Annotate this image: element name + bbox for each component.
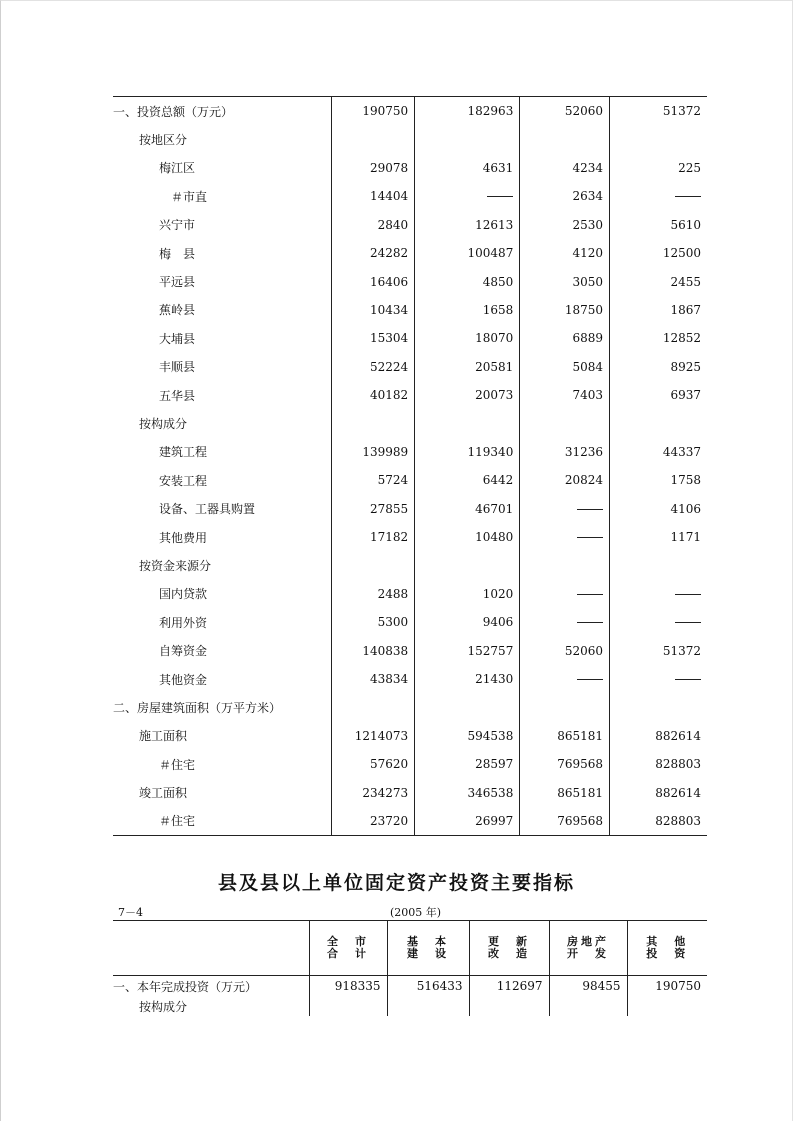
value-cell: 2455 xyxy=(610,267,707,295)
value-cell: 20824 xyxy=(520,466,610,494)
value-cell xyxy=(610,693,707,721)
value-cell: 18750 xyxy=(520,296,610,324)
value-cell xyxy=(387,996,469,1016)
dash-mark xyxy=(675,594,701,595)
dash-mark xyxy=(577,679,603,680)
value-cell: 190750 xyxy=(627,976,707,997)
row-label: 自筹资金 xyxy=(159,644,208,659)
value-cell: 52060 xyxy=(520,97,610,126)
value-cell: 5610 xyxy=(610,211,707,239)
table-title: 县及县以上单位固定资产投资主要指标 xyxy=(217,872,575,894)
table-row xyxy=(113,466,707,494)
value-cell: 4234 xyxy=(520,154,610,182)
value-cell xyxy=(331,693,415,721)
table-row xyxy=(113,778,707,806)
value-cell: 31236 xyxy=(520,438,610,466)
dash-mark xyxy=(675,196,701,197)
value-cell: 4106 xyxy=(610,494,707,522)
row-label: 二、房屋建筑面积（万平方米） xyxy=(113,700,282,715)
value-cell: 1867 xyxy=(610,296,707,324)
value-cell: 10480 xyxy=(415,523,520,551)
table-row xyxy=(113,996,707,1016)
row-label: 兴宁市 xyxy=(159,218,196,233)
row-label: 竣工面积 xyxy=(139,786,188,801)
value-cell xyxy=(415,409,520,437)
value-cell: 769568 xyxy=(520,750,610,778)
value-cell: 27855 xyxy=(331,494,415,522)
value-cell: 4120 xyxy=(520,239,610,267)
header-total: 全 市 合 计 xyxy=(309,921,387,976)
table-row xyxy=(113,807,707,836)
header-row xyxy=(113,921,707,976)
row-label: 按地区分 xyxy=(139,133,188,148)
table-row xyxy=(113,722,707,750)
table-row xyxy=(113,976,707,997)
table-row xyxy=(113,494,707,522)
value-cell: 2488 xyxy=(331,580,415,608)
value-cell: 51372 xyxy=(610,97,707,126)
value-cell: 9406 xyxy=(415,608,520,636)
value-cell: 828803 xyxy=(610,750,707,778)
value-cell: 346538 xyxy=(415,778,520,806)
dash-mark xyxy=(577,622,603,623)
table-row xyxy=(113,154,707,182)
value-cell: 594538 xyxy=(415,722,520,750)
value-cell: 29078 xyxy=(331,154,415,182)
row-label: 五华县 xyxy=(159,388,196,403)
value-cell: 4850 xyxy=(415,267,520,295)
value-cell: 10434 xyxy=(331,296,415,324)
dash-mark xyxy=(675,679,701,680)
value-cell xyxy=(309,996,387,1016)
row-label: ＃市直 xyxy=(171,189,208,204)
value-cell xyxy=(610,182,707,210)
table-row xyxy=(113,438,707,466)
value-cell: 112697 xyxy=(469,976,549,997)
table-row xyxy=(113,182,707,210)
value-cell xyxy=(610,125,707,153)
dash-mark xyxy=(577,594,603,595)
table-row xyxy=(113,551,707,579)
dash-mark xyxy=(675,622,701,623)
dash-mark xyxy=(577,537,603,538)
table-row xyxy=(113,125,707,153)
row-label: 一、本年完成投资（万元） xyxy=(113,979,258,994)
table-row xyxy=(113,267,707,295)
value-cell xyxy=(627,996,707,1016)
value-cell xyxy=(520,551,610,579)
value-cell: 17182 xyxy=(331,523,415,551)
value-cell: 1214073 xyxy=(331,722,415,750)
value-cell: 516433 xyxy=(387,976,469,997)
value-cell: 7403 xyxy=(520,381,610,409)
value-cell: 44337 xyxy=(610,438,707,466)
table-row xyxy=(113,580,707,608)
value-cell: 6442 xyxy=(415,466,520,494)
table-row xyxy=(113,296,707,324)
row-label: 国内贷款 xyxy=(159,587,208,602)
row-label: 利用外资 xyxy=(159,615,208,630)
value-cell: 828803 xyxy=(610,807,707,836)
value-cell: 20073 xyxy=(415,381,520,409)
dash-mark xyxy=(487,196,513,197)
value-cell: 21430 xyxy=(415,665,520,693)
value-cell: 20581 xyxy=(415,353,520,381)
table-row xyxy=(113,636,707,664)
value-cell xyxy=(520,523,610,551)
value-cell: 1658 xyxy=(415,296,520,324)
value-cell xyxy=(610,409,707,437)
value-cell xyxy=(520,580,610,608)
value-cell xyxy=(610,665,707,693)
value-cell: 52224 xyxy=(331,353,415,381)
table-row xyxy=(113,665,707,693)
row-label: 大埔县 xyxy=(159,331,196,346)
value-cell xyxy=(415,551,520,579)
value-cell: 3050 xyxy=(520,267,610,295)
investment-table-lower xyxy=(113,920,707,1016)
value-cell: 14404 xyxy=(331,182,415,210)
table-row xyxy=(113,239,707,267)
value-cell: 865181 xyxy=(520,722,610,750)
table-row xyxy=(113,523,707,551)
value-cell: 12852 xyxy=(610,324,707,352)
value-cell: 140838 xyxy=(331,636,415,664)
table-row xyxy=(113,211,707,239)
row-label: 梅 县 xyxy=(159,246,196,261)
value-cell xyxy=(520,494,610,522)
value-cell: 139989 xyxy=(331,438,415,466)
value-cell: 5300 xyxy=(331,608,415,636)
value-cell xyxy=(520,608,610,636)
value-cell: 1758 xyxy=(610,466,707,494)
value-cell xyxy=(520,665,610,693)
value-cell: 182963 xyxy=(415,97,520,126)
value-cell: 6889 xyxy=(520,324,610,352)
row-label: ＃住宅 xyxy=(159,757,196,772)
row-label: 按资金来源分 xyxy=(139,558,212,573)
value-cell: 865181 xyxy=(520,778,610,806)
value-cell xyxy=(469,996,549,1016)
value-cell xyxy=(415,182,520,210)
table-row xyxy=(113,750,707,778)
value-cell: 1171 xyxy=(610,523,707,551)
value-cell: 5084 xyxy=(520,353,610,381)
value-cell: 2530 xyxy=(520,211,610,239)
header-other: 其 他 投 资 xyxy=(627,921,707,976)
value-cell: 8925 xyxy=(610,353,707,381)
value-cell: 234273 xyxy=(331,778,415,806)
table-number: 7－4 xyxy=(118,906,143,919)
value-cell xyxy=(331,551,415,579)
row-label: 按构成分 xyxy=(139,999,188,1014)
row-label: 建筑工程 xyxy=(159,445,208,460)
value-cell: 918335 xyxy=(309,976,387,997)
value-cell: 23720 xyxy=(331,807,415,836)
value-cell xyxy=(549,996,627,1016)
header-blank xyxy=(113,921,309,976)
row-label: 设备、工器具购置 xyxy=(159,502,256,517)
value-cell: 46701 xyxy=(415,494,520,522)
value-cell: 98455 xyxy=(549,976,627,997)
row-label: 施工面积 xyxy=(139,729,188,744)
value-cell: 57620 xyxy=(331,750,415,778)
value-cell xyxy=(520,693,610,721)
value-cell: 2634 xyxy=(520,182,610,210)
row-label: 梅江区 xyxy=(159,161,196,176)
value-cell: 225 xyxy=(610,154,707,182)
header-renovation: 更 新 改 造 xyxy=(469,921,549,976)
value-cell: 43834 xyxy=(331,665,415,693)
value-cell: 52060 xyxy=(520,636,610,664)
row-label: 平远县 xyxy=(159,275,196,290)
header-capital-construction: 基 本 建 设 xyxy=(387,921,469,976)
table-row xyxy=(113,324,707,352)
value-cell: 51372 xyxy=(610,636,707,664)
row-label: 蕉岭县 xyxy=(159,303,196,318)
row-label: 安装工程 xyxy=(159,473,208,488)
row-label: ＃住宅 xyxy=(113,807,331,836)
table-year: (2005 年) xyxy=(390,906,442,919)
value-cell xyxy=(610,608,707,636)
value-cell: 119340 xyxy=(415,438,520,466)
value-cell: 12500 xyxy=(610,239,707,267)
table-row xyxy=(113,381,707,409)
header-real-estate: 房地产 开 发 xyxy=(549,921,627,976)
value-cell: 2840 xyxy=(331,211,415,239)
value-cell: 100487 xyxy=(415,239,520,267)
table-row xyxy=(113,353,707,381)
table-row xyxy=(113,608,707,636)
value-cell: 5724 xyxy=(331,466,415,494)
value-cell: 24282 xyxy=(331,239,415,267)
investment-table-upper xyxy=(113,96,707,836)
table-row xyxy=(113,409,707,437)
value-cell: 152757 xyxy=(415,636,520,664)
value-cell: 26997 xyxy=(415,807,520,836)
value-cell: 12613 xyxy=(415,211,520,239)
dash-mark xyxy=(577,509,603,510)
value-cell: 4631 xyxy=(415,154,520,182)
value-cell: 1020 xyxy=(415,580,520,608)
row-label: 其他资金 xyxy=(159,672,208,687)
value-cell xyxy=(331,125,415,153)
value-cell: 882614 xyxy=(610,778,707,806)
value-cell xyxy=(610,580,707,608)
value-cell: 190750 xyxy=(331,97,415,126)
table-row xyxy=(113,693,707,721)
value-cell: 769568 xyxy=(520,807,610,836)
value-cell: 16406 xyxy=(331,267,415,295)
row-label: 其他费用 xyxy=(159,530,208,545)
value-cell: 15304 xyxy=(331,324,415,352)
value-cell xyxy=(520,409,610,437)
value-cell: 6937 xyxy=(610,381,707,409)
value-cell xyxy=(610,551,707,579)
value-cell: 28597 xyxy=(415,750,520,778)
row-label: 一、投资总额（万元） xyxy=(113,97,331,126)
value-cell xyxy=(520,125,610,153)
table-row xyxy=(113,97,707,126)
value-cell: 40182 xyxy=(331,381,415,409)
value-cell: 882614 xyxy=(610,722,707,750)
value-cell xyxy=(331,409,415,437)
row-label: 丰顺县 xyxy=(159,360,196,375)
value-cell: 18070 xyxy=(415,324,520,352)
value-cell xyxy=(415,693,520,721)
row-label: 按构成分 xyxy=(139,416,188,431)
value-cell xyxy=(415,125,520,153)
